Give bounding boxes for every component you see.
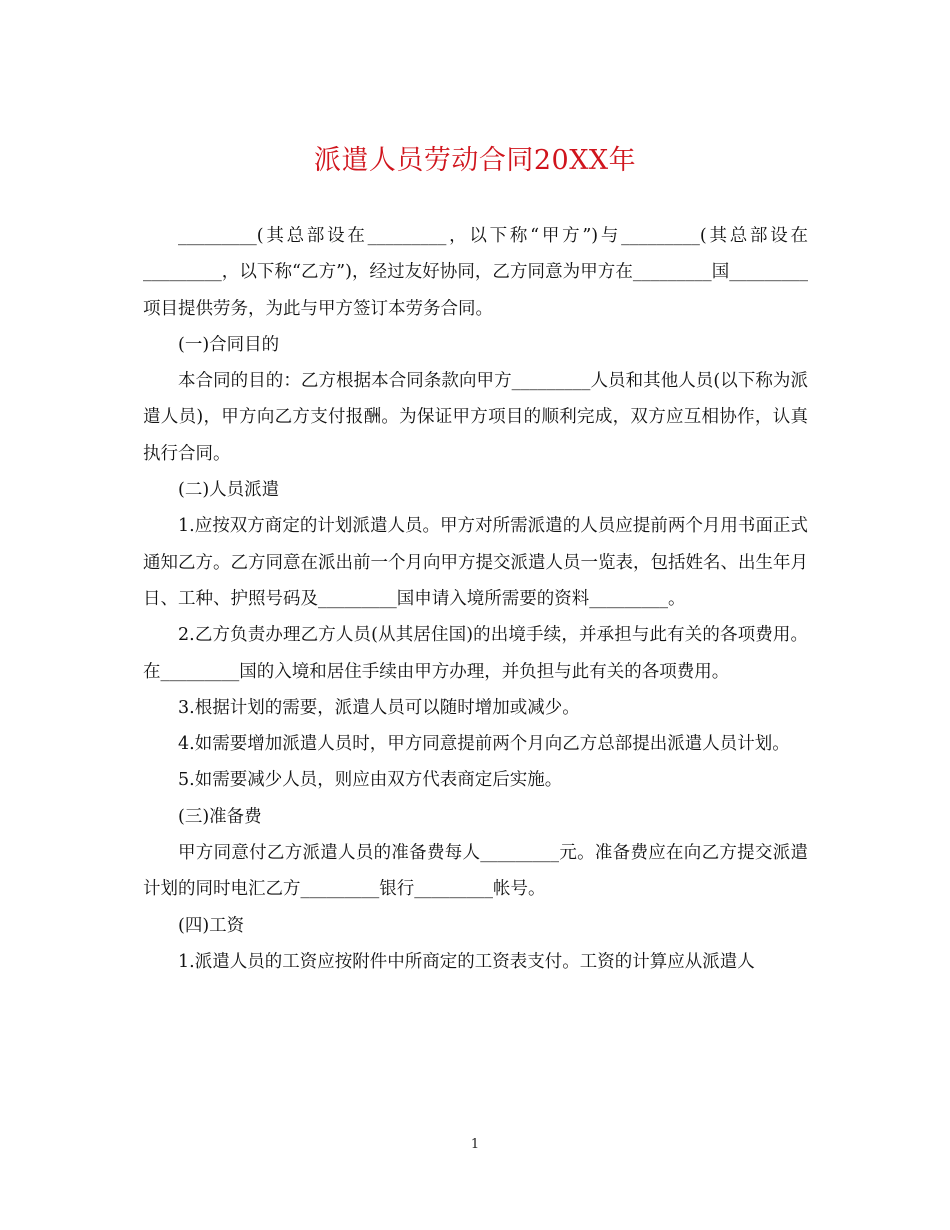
dispatch-clause-3: 3.根据计划的需要，派遣人员可以随时增加或减少。 [178,697,580,718]
intro-paragraph: _________(其总部设在_________，以下称“甲方”)与_________(其总部设在_________，以下称“乙方”)，经过友好协同，乙方同意为甲方在_________国_________项目提供劳务，为此与甲方签订本劳务合同。 [143,226,808,319]
section-heading-preparation-fee: (三)准备费 [178,806,262,827]
dispatch-clause-1: 1.应按双方商定的计划派遣人员。甲方对所需派遣的人员应提前两个月用书面正式通知乙方。乙方同意在派出前一个月向甲方提交派遣人员一览表，包括姓名、出生年月日、工种、护照号码及_________国申请入境所需要的资料_________。 [143,516,808,609]
wages-clause-1: 1.派遣人员的工资应按附件中所商定的工资表支付。工资的计算应从派遣人 [178,951,755,972]
document-title: 派遣人员劳动合同20XX年 [313,145,637,176]
preparation-fee-paragraph: 甲方同意付乙方派遣人员的准备费每人_________元。准备费应在向乙方提交派遣计划的同时电汇乙方_________银行_________帐号。 [143,843,808,900]
document-body [143,218,808,980]
purpose-paragraph: 本合同的目的：乙方根据本合同条款向甲方_________人员和其他人员(以下称为派遣人员)，甲方向乙方支付报酬。为保证甲方项目的顺利完成，双方应互相协作，认真执行合同。 [143,371,808,464]
section-heading-purpose: (一)合同目的 [178,334,280,355]
section-heading-dispatch: (二)人员派遣 [178,480,280,501]
section-heading-wages: (四)工资 [178,915,245,936]
dispatch-clause-2: 2.乙方负责办理乙方人员(从其居住国)的出境手续，并承担与此有关的各项费用。在_________国的入境和居住手续由甲方办理，并负担与此有关的各项费用。 [143,625,808,682]
dispatch-clause-5: 5.如需要减少人员，则应由双方代表商定后实施。 [178,770,563,791]
page-number: 1 [470,1137,480,1152]
dispatch-clause-4: 4.如需要增加派遣人员时，甲方同意提前两个月向乙方总部提出派遣人员计划。 [178,734,790,755]
